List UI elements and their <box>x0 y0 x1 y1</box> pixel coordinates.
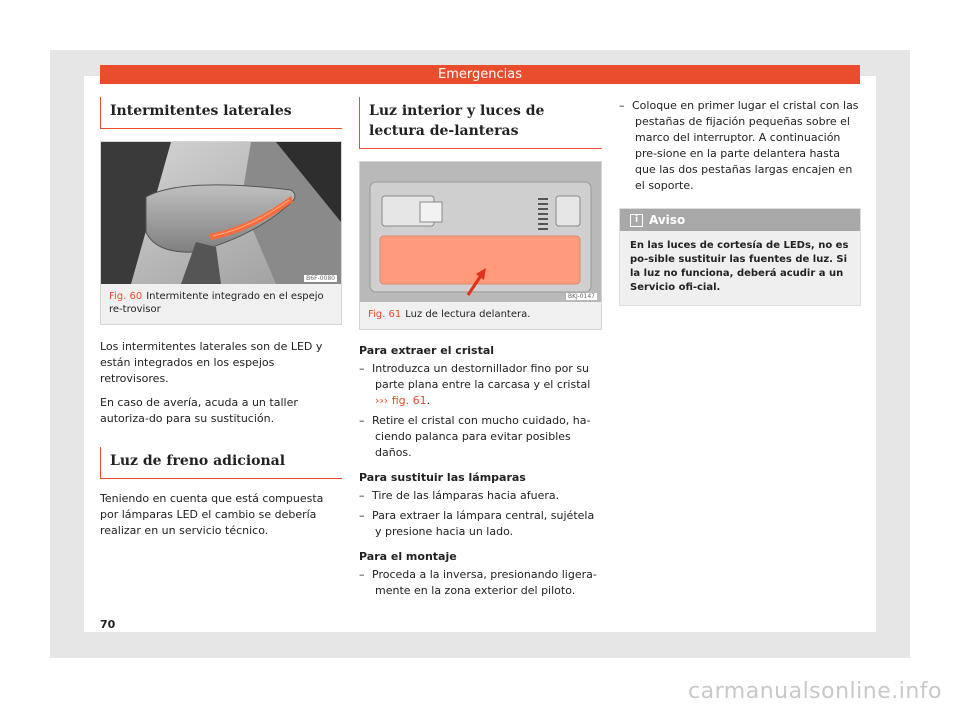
paragraph: Los intermitentes laterales son de LED y están integrados en los espejos retrovisores. <box>100 340 323 385</box>
aviso-text: En las luces de cortesía de LEDs, no es po-sible sustituir las fuentes de luz. Si la luz no funciona, deberá acudir a un Servicio ofi-cial. <box>630 240 849 293</box>
steps-list <box>359 361 602 461</box>
list-item: – Tire de las lámparas hacia afuera. <box>359 488 602 504</box>
heading-intermitentes: Intermitentes laterales <box>100 95 342 127</box>
subheading: Para extraer el cristal <box>359 344 495 357</box>
figure-60 <box>100 141 342 325</box>
figure-code: B6F-0080 <box>306 275 335 282</box>
heading-luz-interior: Luz interior y luces de lectura de-lanteras <box>359 95 602 147</box>
figure-reference-link[interactable]: ››› fig. 61 <box>375 394 427 407</box>
info-icon: i <box>630 214 643 227</box>
aviso-header <box>620 209 860 231</box>
figure-61 <box>359 161 602 330</box>
reading-light-image <box>360 162 601 302</box>
steps-list <box>359 567 602 599</box>
list-item: – Proceda a la inversa, presionando ligera-mente en la zona exterior del piloto. <box>359 567 602 599</box>
paragraph: Teniendo en cuenta que está compuesta por lámparas LED el cambio se debería realizar en un servicio técnico. <box>100 492 324 537</box>
list-item: – Coloque en primer lugar el cristal con las pestañas de fijación pequeñas sobre el marco del interruptor. A continuación pre-sione en la parte delantera hasta que las dos pestañas largas encajen en el soporte. <box>619 98 861 194</box>
list-item: – Retire el cristal con mucho cuidado, ha-ciendo palanca para evitar posibles daños. <box>359 413 602 461</box>
mirror-indicator-image <box>101 142 341 284</box>
figure-number: Fig. 60 <box>109 291 143 302</box>
figure-61-caption <box>360 302 601 329</box>
list-item: – Introduzca un destornillador fino por su parte plana entre la carcasa y el cristal ››› fig. 61. <box>359 361 602 409</box>
subheading: Para el montaje <box>359 550 457 563</box>
list-item: – Para extraer la lámpara central, sujétela y presione hacia un lado. <box>359 508 602 540</box>
subheading: Para sustituir las lámparas <box>359 471 526 484</box>
steps-list <box>359 488 602 540</box>
paragraph: En caso de avería, acuda a un taller autoriza-do para su sustitución. <box>100 396 298 425</box>
column-1 <box>100 95 342 539</box>
figure-caption-text: Luz de lectura delantera. <box>405 309 531 320</box>
heading-luz-freno: Luz de freno adicional <box>100 445 342 477</box>
page-number: 70 <box>100 618 116 631</box>
column-2 <box>359 95 602 603</box>
section-header: Emergencias <box>100 65 860 84</box>
aviso-title: Aviso <box>649 213 686 227</box>
watermark: carmanualsonline.info <box>688 679 942 704</box>
figure-60-caption <box>101 284 341 324</box>
figure-number: Fig. 61 <box>368 309 402 320</box>
figure-caption-text: Intermitente integrado en el espejo re-trovisor <box>109 291 324 315</box>
column-3 <box>619 98 861 306</box>
aviso-box <box>619 208 861 306</box>
steps-list <box>619 98 861 194</box>
figure-code: BKJ-0147 <box>567 293 595 300</box>
